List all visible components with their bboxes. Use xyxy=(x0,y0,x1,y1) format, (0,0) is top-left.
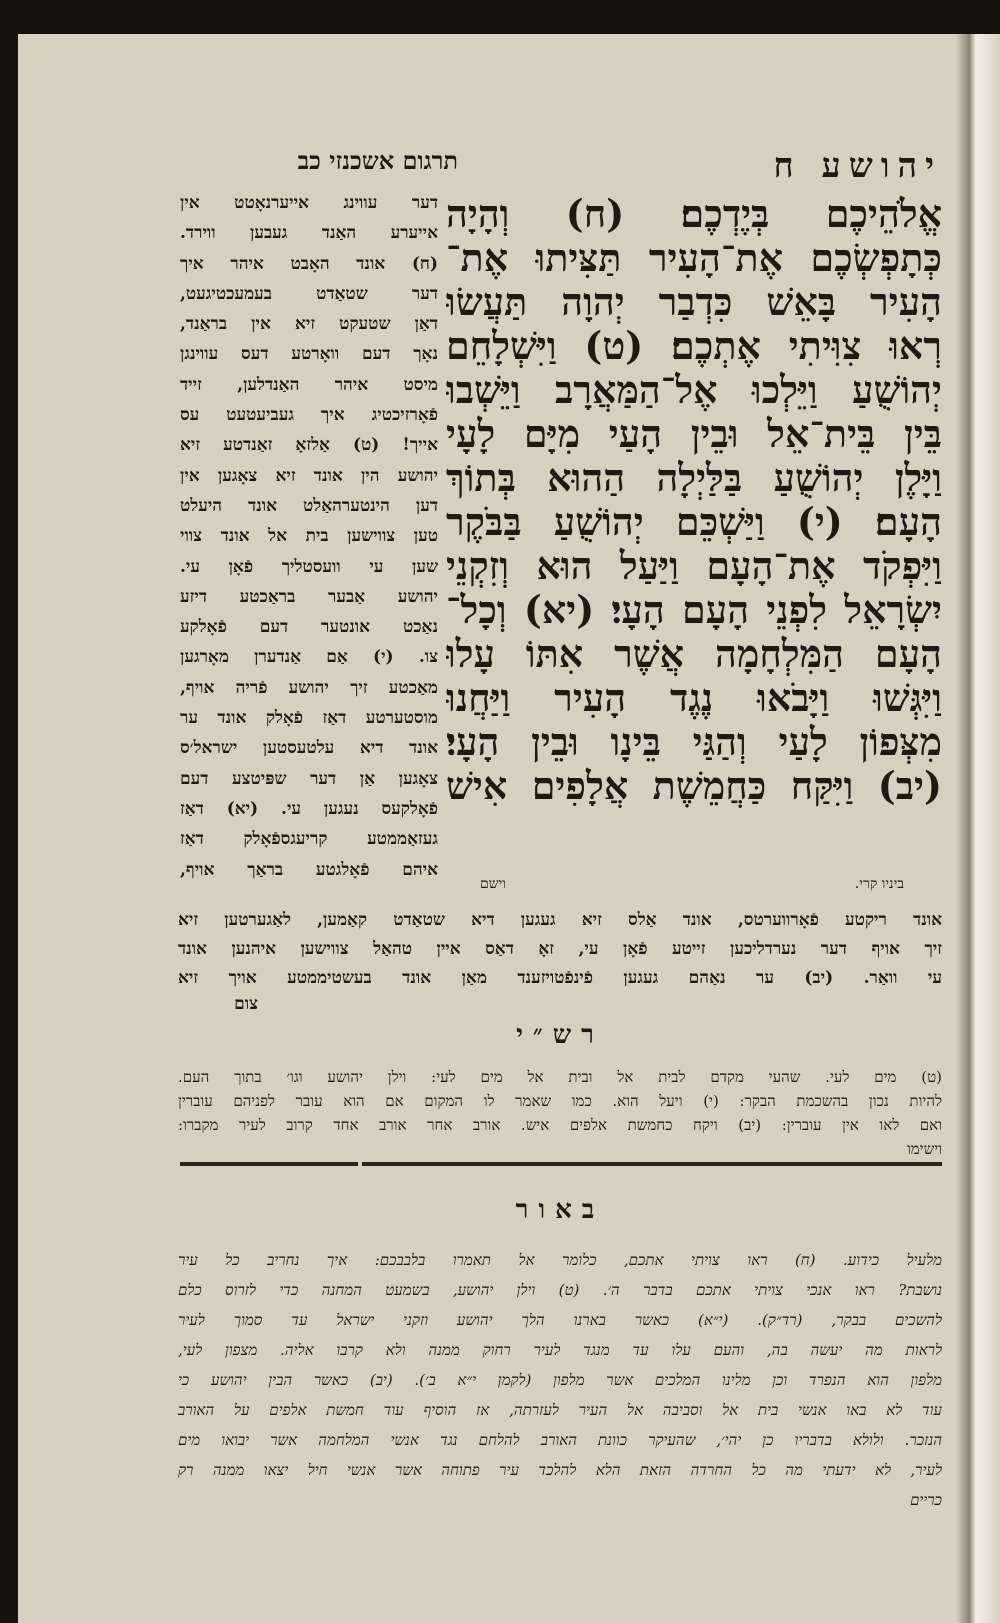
rashi-line: ואם לאו אין עוברין: (יב) ויקח כחמשת אלפים איש. אורב אחר אורב אחד קרוב לעיר מקברו: xyxy=(178,1116,942,1134)
beur-commentary xyxy=(178,1245,942,1515)
rashi-commentary xyxy=(178,1065,942,1161)
yiddish-full-line: זיך אויף דער נערדליכען זייטע פֿאָן עי, זאָ דאַס איין טהאַל צווישען איהנען אונד xyxy=(178,939,942,959)
hebrew-line: כְּתָפְשְׂכֶם אֶת־הָעִיר תַּצִּיתוּ אֶת־ xyxy=(446,236,942,280)
yiddish-line: מאַכטע זיך יהושע פֿריה אויף, xyxy=(180,677,438,698)
divider-rule xyxy=(362,1162,942,1166)
yiddish-line: שען עי וועסטליך פֿאָן עי. xyxy=(180,556,438,577)
running-head-book: יהושע ח xyxy=(773,146,942,186)
yiddish-line: פֿאָלקעס נעגען עי. (יא) דאַז xyxy=(180,798,438,819)
beur-line: לעיר, לא ידעתי מה כל החרדה הזאת הלא להלכד עיר פתוחה אשר אנשי חיל יצאו ממנה רק xyxy=(178,1461,942,1479)
margin-note: וישם xyxy=(480,876,506,892)
yiddish-line: יהושע אַבער בראַכטע דיזע xyxy=(180,586,438,607)
hebrew-line: רְאוּ צִוִּיתִי אֶתְכֶם׃ (ט) וַיִּשְׁלָחֵם xyxy=(446,324,942,368)
hebrew-line: יְהוֹשֻׁעַ וַיֵּלְכוּ אֶל־הַמַּאֲרָב וַיֵּשְׁבוּ xyxy=(446,368,942,412)
beur-line: מלעיל כידוע. (ח) ראו צויתי אתכם, כלומר אל תאמרו בלבבכם: איך נחריב כל עיר xyxy=(178,1251,942,1269)
hebrew-line: הָעָם׃ (י) וַיַּשְׁכֵּם יְהוֹשֻׁעַ בַּבֹּקֶר xyxy=(446,500,942,544)
yiddish-full-line: עי וואַר. (יב) ער נאַהם געגען פֿינפֿטויזענד מאַן אונד בעשטיממטע אויך זיא xyxy=(178,968,942,988)
divider-rule xyxy=(180,1162,358,1166)
hebrew-line: אֱלֹהֵיכֶם בְּיֶדְכֶם׃ (ח) וְהָיָה xyxy=(446,192,942,236)
hebrew-scripture-column xyxy=(446,192,942,808)
rashi-line: וישימו xyxy=(906,1140,942,1158)
yiddish-line: דער עווינג אייערנאָטט אין xyxy=(180,193,438,213)
hebrew-line: וַיִּגְּשׁוּ וַיָּבֹאוּ נֶגֶד הָעִיר וַיַּחֲנוּ xyxy=(446,676,942,720)
hebrew-line: מִצְּפוֹן לָעַי וְהַגַּי בֵּינָו וּבֵין הָעָי׃ xyxy=(446,720,942,764)
hebrew-line: יִשְׂרָאֵל לִפְנֵי הָעָם הָעָי׃ (יא) וְכָל־ xyxy=(446,588,942,632)
yiddish-full-line: אונד ריקטע פֿאָרווערטס, אונד אַלס זיא געגען דיא שטאַדט קאַמען, לאַגערטען זיא xyxy=(178,910,942,930)
rashi-heading: רש״י xyxy=(516,1020,604,1050)
hebrew-line: הָעִיר בָּאֵשׁ כִּדְבַר יְהוָה תַּעֲשׂוּ xyxy=(446,280,942,324)
yiddish-line: אייערע האַנד געבען ווירד. xyxy=(180,223,438,244)
yiddish-line: יהושע הין אונד זיא צאָגען אין xyxy=(180,465,438,486)
book-binding xyxy=(956,34,1000,1623)
running-head-translation: תרגום אשכנזי כב xyxy=(297,146,458,175)
beur-line: עוד לא באו אנשי בית אל וסביבה אל העיר לעזרתה, אז הוסיף עוד חמשת אלפים על האורב xyxy=(178,1401,942,1419)
yiddish-line: נאַכט אונטער דעם פֿאָלקע xyxy=(180,617,438,638)
beur-heading: באור xyxy=(515,1195,605,1225)
yiddish-line: נאָך דעם וואָרטע דעס עווינגן xyxy=(180,344,438,365)
yiddish-line: איהם פֿאָלגטע בראַך אויף, xyxy=(180,859,438,880)
beur-line: נושבת? ראו אנכי צויתי אתכם בדבר ה׳. (ט) וילן יהושע, בשמעט המחנה כדי לזרוס כלם xyxy=(178,1281,942,1299)
yiddish-line: טען צווישען בית אל אונד צווי xyxy=(180,526,438,547)
beur-line: לראות מה יעשה בה, והעם עלו עד מנגד לעיר רחוק ממנה ולא קרבו אליה. מצפון לעי, xyxy=(178,1341,942,1359)
yiddish-line: דער שטאַדט בעמעכטיגעט, xyxy=(180,283,438,304)
catchword: צום xyxy=(234,994,258,1014)
rashi-line: להיות נכון בהשכמת הבקר: (י) ויעל הוא. כמו שאמר לו המקום אם הוא עובר לפניהם עוברין xyxy=(178,1092,942,1110)
yiddish-line: געזאַממטע קריעגספֿאָלק דאַז xyxy=(180,829,438,850)
yiddish-line: דאַן שטעקט זיא אין בראַנד, xyxy=(180,314,438,335)
yiddish-line: צאָגען אַן דער שפּיטצע דעם xyxy=(180,768,438,789)
yiddish-line: צו. (י) אַם אַנדערן מאָרגען xyxy=(180,647,438,668)
beur-line: מלפון הוא הנפרד וכן מלינו המלכים אשר מלפון (לקמן י״א ב׳). (יב) כאשר הבין יהושע כי xyxy=(178,1371,942,1389)
hebrew-line: הָעָם הַמִּלְחָמָה אֲשֶׁר אִתּוֹ עָלוּ xyxy=(446,632,942,676)
beur-line: כריים xyxy=(910,1491,942,1509)
hebrew-line: וַיָּלֶן יְהוֹשֻׁעַ בַּלַּיְלָה הַהוּא בְּתוֹךְ xyxy=(446,456,942,500)
rashi-line: (ט) מים לעי. שהעי מקדם לבית אל ובית אל מים לעי: וילן יהושע וגו׳ בתוך העם. xyxy=(178,1068,942,1086)
yiddish-line: מיסט איהר האַנדלען, זייד xyxy=(180,374,438,395)
yiddish-translation-column xyxy=(180,188,438,885)
hebrew-line: (יב) וַיִּקַּח כַּחֲמֵשֶׁת אֲלָפִים אִישׁ xyxy=(446,764,942,808)
beur-line: הנזכר. ולולא בדבריו כן יהי׳, שהעיקר כוונת האורב להלחם נגד אנשי המלחמה אשר יבואו מים xyxy=(178,1431,942,1449)
keri-note: ביניו קרי. xyxy=(854,876,904,892)
hebrew-line: וַיִּפְקֹד אֶת־הָעָם וַיַּעַל הוּא וְזִקְנֵי xyxy=(446,544,942,588)
yiddish-line: אונד דיא עלטעסטען ישראל׳ס xyxy=(180,738,438,759)
yiddish-line: מוסטערטע דאַז פֿאָלק אונד ער xyxy=(180,708,438,729)
yiddish-full-width-block xyxy=(178,906,942,993)
hebrew-line: בֵּין בֵּית־אֵל וּבֵין הָעַי מִיָּם לָעָי xyxy=(446,412,942,456)
beur-line: להשכים בבקר, (רד״ק). (י״א) כאשר בארנו הלך יהושע וזקני ישראל עד סמוך לעיר xyxy=(178,1311,942,1329)
yiddish-line: דען הינטערהאַלט אונד היעלט xyxy=(180,495,438,516)
yiddish-line: (ח) אונד האָבט איהר איך xyxy=(180,253,438,274)
yiddish-line: אייך! (ט) אַלזאָ זאַנדטע זיא xyxy=(180,435,438,456)
yiddish-line: פֿאָרזיכטיג איך געביעטעט עס xyxy=(180,405,438,426)
